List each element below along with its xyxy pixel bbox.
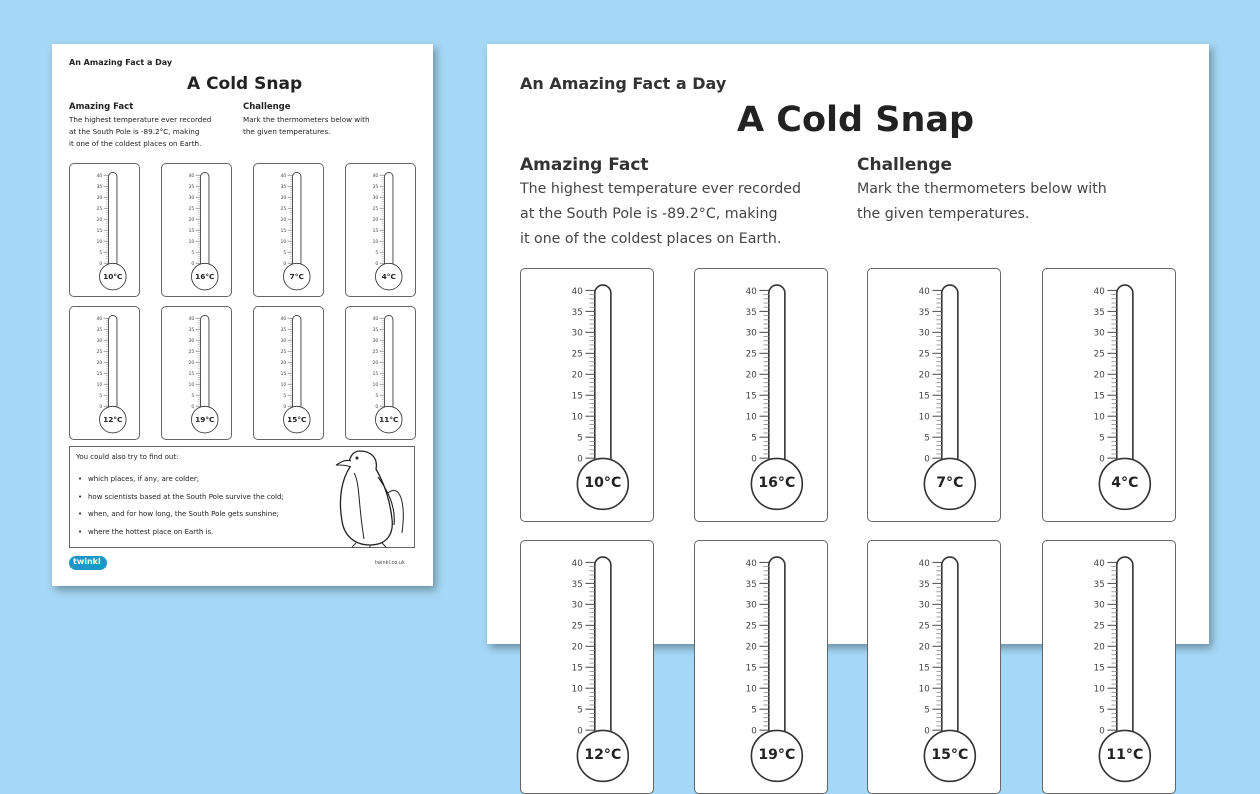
scale-label: 5	[924, 433, 930, 444]
thermometer-card[interactable]	[69, 306, 140, 440]
scale-label: 20	[96, 360, 103, 366]
scale-label: 25	[280, 206, 287, 212]
twinkl-logo-text: twinkl	[73, 557, 101, 566]
thermometer-card[interactable]	[161, 306, 232, 440]
scale-label: 0	[1099, 726, 1105, 737]
scale-label: 35	[745, 579, 757, 590]
scale-label: 20	[918, 642, 930, 653]
scale-label: 15	[96, 228, 103, 234]
large-challenge-line-1: Mark the thermometers below with	[857, 181, 1107, 197]
scale-label: 30	[918, 600, 930, 611]
scale-label: 25	[1093, 349, 1105, 360]
scale-label: 20	[372, 360, 379, 366]
small-fact-line-3: it one of the coldest places on Earth.	[69, 139, 202, 148]
twinkl-logo	[69, 556, 107, 570]
scale-label: 10	[280, 239, 287, 245]
scale-label: 30	[188, 195, 195, 201]
scale-label: 10	[1093, 684, 1105, 695]
scale-label: 15	[96, 371, 103, 377]
scale-label: 40	[745, 286, 757, 297]
thermometer-tube	[293, 315, 301, 409]
scale-label: 40	[280, 316, 287, 322]
scale-label: 35	[1093, 307, 1105, 318]
scale-label: 40	[372, 316, 379, 322]
scale-label: 20	[745, 370, 757, 381]
scale-label: 5	[99, 250, 103, 256]
scale-label: 40	[918, 286, 930, 297]
thermometer-tube	[595, 557, 611, 735]
scale-label: 35	[188, 327, 195, 333]
scale-label: 0	[751, 454, 757, 465]
scale-label: 0	[577, 726, 583, 737]
scale-label: 20	[372, 217, 379, 223]
scale-label: 30	[96, 195, 103, 201]
large-title: A Cold Snap	[737, 100, 975, 140]
thermometer-card[interactable]	[867, 540, 1001, 794]
scale-label: 10	[96, 382, 103, 388]
scale-label: 0	[191, 261, 195, 267]
thermometer-tube	[293, 172, 301, 266]
scale-label: 10	[280, 382, 287, 388]
scale-label: 10	[918, 412, 930, 423]
scale-label: 15	[1093, 391, 1105, 402]
scale-label: 20	[571, 370, 583, 381]
scale-label: 30	[571, 600, 583, 611]
thermometer-tube	[385, 172, 393, 266]
thermometer-card[interactable]	[867, 268, 1001, 522]
scale-label: 25	[188, 349, 195, 355]
scale-label: 20	[1093, 370, 1105, 381]
thermometer-card[interactable]	[345, 306, 416, 440]
scale-label: 5	[1099, 433, 1105, 444]
temperature-label: 11°C	[379, 414, 399, 424]
scale-label: 30	[745, 600, 757, 611]
temperature-label: 4°C	[1111, 474, 1139, 491]
scale-label: 10	[745, 412, 757, 423]
temperature-label: 19°C	[758, 746, 796, 763]
thermometer-tube	[942, 557, 958, 735]
scale-label: 10	[96, 239, 103, 245]
small-title: A Cold Snap	[187, 74, 303, 94]
extension-box	[69, 446, 415, 548]
scale-label: 40	[280, 173, 287, 179]
scale-label: 30	[918, 328, 930, 339]
scale-label: 30	[1093, 328, 1105, 339]
thermometer-card[interactable]	[69, 163, 140, 297]
scale-label: 40	[372, 173, 379, 179]
scale-label: 35	[372, 184, 379, 190]
worksheet-preview-small[interactable]	[52, 44, 433, 586]
thermometer-tube	[201, 315, 209, 409]
scale-label: 40	[1093, 558, 1105, 569]
temperature-label: 11°C	[1106, 746, 1144, 763]
thermometer-card[interactable]	[253, 306, 324, 440]
scale-label: 0	[191, 404, 195, 410]
scale-label: 35	[372, 327, 379, 333]
extension-intro: You could also try to find out:	[76, 453, 179, 461]
scale-label: 20	[188, 360, 195, 366]
scale-label: 15	[372, 228, 379, 234]
thermometer-card[interactable]	[1042, 540, 1176, 794]
scale-label: 40	[571, 286, 583, 297]
scale-label: 25	[96, 206, 103, 212]
scale-label: 30	[280, 338, 287, 344]
scale-label: 5	[99, 393, 103, 399]
temperature-label: 7°C	[289, 271, 304, 281]
thermometer-tube	[109, 315, 117, 409]
scale-label: 40	[96, 173, 103, 179]
thermometer-card[interactable]	[161, 163, 232, 297]
large-header: An Amazing Fact a Day	[520, 74, 727, 93]
extension-item: • when, and for how long, the South Pole gets sunshine;	[88, 506, 284, 524]
scale-label: 5	[1099, 705, 1105, 716]
small-challenge-line-2: the given temperatures.	[243, 127, 331, 136]
scale-label: 35	[188, 184, 195, 190]
scale-label: 0	[924, 726, 930, 737]
temperature-label: 10°C	[584, 474, 622, 491]
temperature-label: 15°C	[931, 746, 969, 763]
scale-label: 5	[283, 250, 287, 256]
scale-label: 0	[375, 404, 379, 410]
small-challenge-heading: Challenge	[243, 102, 291, 112]
footer-url: twinkl.co.uk	[375, 560, 405, 566]
temperature-label: 10°C	[103, 271, 123, 281]
large-challenge-line-2: the given temperatures.	[857, 206, 1030, 222]
thermometer-card[interactable]	[1042, 268, 1176, 522]
small-challenge-line-1: Mark the thermometers below with	[243, 115, 370, 124]
scale-label: 30	[372, 195, 379, 201]
small-fact-heading: Amazing Fact	[69, 102, 134, 112]
scale-label: 0	[375, 261, 379, 267]
scale-label: 25	[280, 349, 287, 355]
scale-label: 5	[191, 393, 195, 399]
scale-label: 0	[577, 454, 583, 465]
scale-label: 25	[1093, 621, 1105, 632]
scale-label: 10	[372, 382, 379, 388]
scale-label: 10	[745, 684, 757, 695]
temperature-label: 15°C	[287, 414, 307, 424]
scale-label: 35	[280, 184, 287, 190]
scale-label: 15	[188, 371, 195, 377]
scale-label: 10	[188, 382, 195, 388]
worksheet-zoom-large[interactable]	[487, 44, 1209, 763]
scale-label: 40	[96, 316, 103, 322]
scale-label: 10	[571, 684, 583, 695]
temperature-label: 12°C	[103, 414, 123, 424]
scale-label: 20	[96, 217, 103, 223]
scale-label: 30	[280, 195, 287, 201]
scale-label: 5	[375, 250, 379, 256]
scale-label: 10	[372, 239, 379, 245]
scale-label: 25	[745, 349, 757, 360]
temperature-label: 4°C	[381, 271, 396, 281]
thermometer-card[interactable]	[520, 540, 654, 794]
thermometer-card[interactable]	[694, 268, 828, 522]
scale-label: 20	[1093, 642, 1105, 653]
scale-label: 5	[283, 393, 287, 399]
temperature-label: 7°C	[936, 474, 964, 491]
scale-label: 20	[280, 217, 287, 223]
scale-label: 5	[191, 250, 195, 256]
thermometer-tube	[769, 557, 785, 735]
thermometer-card[interactable]	[520, 268, 654, 522]
scale-label: 15	[571, 391, 583, 402]
temperature-label: 16°C	[758, 474, 796, 491]
thermometer-tube	[385, 315, 393, 409]
scale-label: 25	[745, 621, 757, 632]
scale-label: 35	[1093, 579, 1105, 590]
scale-label: 10	[188, 239, 195, 245]
scale-label: 25	[918, 349, 930, 360]
scale-label: 25	[372, 349, 379, 355]
large-challenge-heading: Challenge	[857, 155, 953, 175]
scale-label: 30	[96, 338, 103, 344]
scale-label: 15	[188, 228, 195, 234]
scale-label: 40	[571, 558, 583, 569]
scale-label: 15	[372, 371, 379, 377]
thermometer-card[interactable]	[345, 163, 416, 297]
scale-label: 5	[751, 433, 757, 444]
scale-label: 0	[283, 404, 287, 410]
scale-label: 10	[918, 684, 930, 695]
scale-label: 0	[99, 261, 103, 267]
scale-label: 5	[924, 705, 930, 716]
scale-label: 15	[918, 663, 930, 674]
large-fact-line-3: it one of the coldest places on Earth.	[520, 231, 782, 247]
scale-label: 15	[571, 663, 583, 674]
scale-label: 35	[280, 327, 287, 333]
scale-label: 0	[924, 454, 930, 465]
scale-label: 25	[571, 621, 583, 632]
temperature-label: 16°C	[195, 271, 215, 281]
scale-label: 0	[751, 726, 757, 737]
scale-label: 20	[918, 370, 930, 381]
scale-label: 30	[372, 338, 379, 344]
scale-label: 35	[918, 307, 930, 318]
scale-label: 0	[283, 261, 287, 267]
temperature-label: 19°C	[195, 414, 215, 424]
penguin-illustration	[330, 443, 410, 548]
extension-item: • where the hottest place on Earth is.	[88, 524, 284, 542]
scale-label: 35	[918, 579, 930, 590]
thermometer-tube	[109, 172, 117, 266]
scale-label: 25	[918, 621, 930, 632]
scale-label: 5	[577, 433, 583, 444]
large-fact-line-2: at the South Pole is -89.2°C, making	[520, 206, 778, 222]
thermometer-card[interactable]	[694, 540, 828, 794]
scale-label: 25	[372, 206, 379, 212]
scale-label: 15	[745, 663, 757, 674]
scale-label: 20	[745, 642, 757, 653]
thermometer-tube	[595, 285, 611, 463]
scale-label: 10	[1093, 412, 1105, 423]
scale-label: 15	[918, 391, 930, 402]
scale-label: 20	[571, 642, 583, 653]
scale-label: 35	[571, 579, 583, 590]
scale-label: 5	[577, 705, 583, 716]
scale-label: 5	[751, 705, 757, 716]
scale-label: 40	[188, 173, 195, 179]
scale-label: 30	[1093, 600, 1105, 611]
scale-label: 35	[745, 307, 757, 318]
scale-label: 15	[280, 371, 287, 377]
extension-item: • how scientists based at the South Pole survive the cold;	[88, 489, 284, 507]
thermometer-tube	[1117, 285, 1133, 463]
scale-label: 25	[188, 206, 195, 212]
scale-label: 25	[96, 349, 103, 355]
large-fact-line-1: The highest temperature ever recorded	[520, 181, 801, 197]
scale-label: 5	[375, 393, 379, 399]
scale-label: 40	[918, 558, 930, 569]
scale-label: 15	[1093, 663, 1105, 674]
extension-list	[88, 471, 284, 541]
small-header: An Amazing Fact a Day	[69, 58, 173, 67]
thermometer-tube	[942, 285, 958, 463]
scale-label: 20	[188, 217, 195, 223]
extension-item: • which places, if any, are colder;	[88, 471, 284, 489]
scale-label: 30	[745, 328, 757, 339]
scale-label: 15	[280, 228, 287, 234]
scale-label: 35	[96, 327, 103, 333]
temperature-label: 12°C	[584, 746, 622, 763]
scale-label: 40	[188, 316, 195, 322]
small-fact-line-2: at the South Pole is -89.2°C, making	[69, 127, 200, 136]
thermometer-tube	[1117, 557, 1133, 735]
scale-label: 35	[571, 307, 583, 318]
thermometer-tube	[769, 285, 785, 463]
scale-label: 20	[280, 360, 287, 366]
scale-label: 30	[571, 328, 583, 339]
scale-label: 40	[745, 558, 757, 569]
scale-label: 10	[571, 412, 583, 423]
scale-label: 25	[571, 349, 583, 360]
scale-label: 15	[745, 391, 757, 402]
thermometer-card[interactable]	[253, 163, 324, 297]
scale-label: 30	[188, 338, 195, 344]
scale-label: 40	[1093, 286, 1105, 297]
large-fact-heading: Amazing Fact	[520, 155, 649, 175]
scale-label: 35	[96, 184, 103, 190]
scale-label: 0	[1099, 454, 1105, 465]
scale-label: 0	[99, 404, 103, 410]
thermometer-tube	[201, 172, 209, 266]
small-fact-line-1: The highest temperature ever recorded	[69, 115, 212, 124]
